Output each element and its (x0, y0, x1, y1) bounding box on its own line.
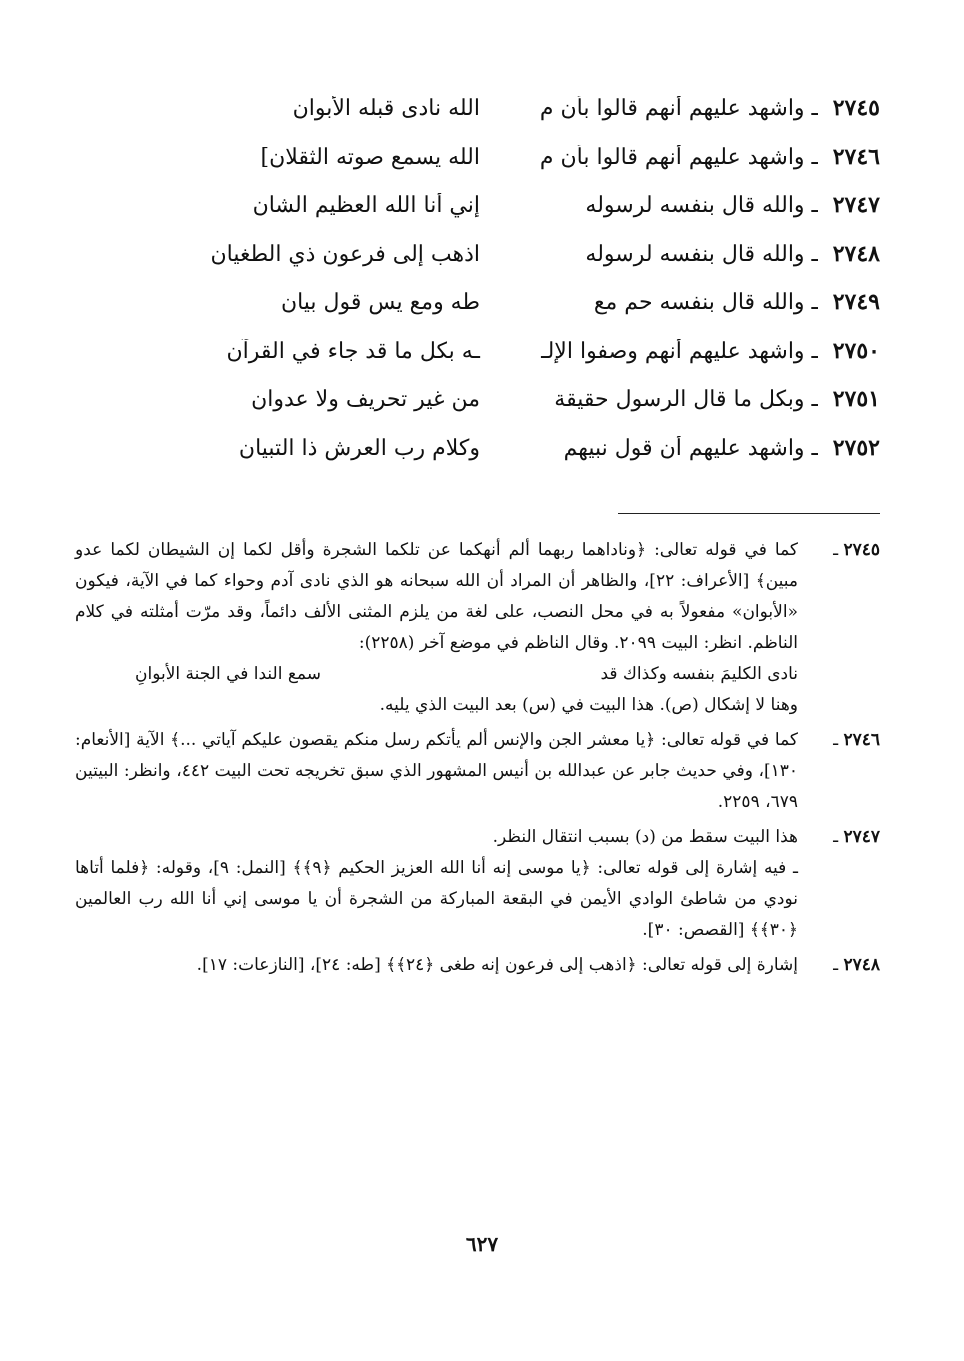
footnote-number: ٢٧٤٦ ـ (833, 725, 880, 756)
footnote (75, 950, 880, 981)
verse-line (75, 95, 880, 144)
footnote-number: ٢٧٤٨ ـ (833, 950, 880, 981)
page-number: ٦٢٧ (465, 1232, 499, 1256)
quoted-verse-second: سمع الندا في الجنة الأبوانِ (135, 664, 321, 684)
verse-first-hemistich: ـ وبكل ما قال الرسول حقيقة (554, 387, 818, 412)
verse-number: ٢٧٤٨ (832, 240, 880, 267)
verse-second-hemistich: اذهب إلى فرعون ذي الطغيان (210, 241, 480, 267)
footnote-text: هذا البيت سقط من (د) بسبب انتقال النظر. (492, 827, 798, 847)
footnote-number: ٢٧٤٥ ـ (833, 535, 880, 566)
verse-second-hemistich: من غير تحريف ولا عدوان (251, 387, 480, 412)
footnotes (75, 535, 880, 985)
quoted-verse (75, 659, 798, 690)
footnote-text: كما في قوله تعالى: ﴿وناداهما ربهما ألم أنهكما عن تلكما الشجرة وأقل لكما إن الشيطان لكما عدو مبين﴾ [الأعراف: ٢٢]، والظاهر أن المراد أن الله سبحانه هو الذي نادى آدم وحواء كما في الآية، فيكون «الأبوان» مفعولاً به في محل النصب، على لغة من يلزم المثنى الألف دائماً، وقد مرّت أمثلته في كلام الناظم. انظر: البيت ٢٠٩٩. وقال الناظم في موضع آخر (٢٢٥٨): (75, 540, 799, 653)
verse-first-hemistich: ـ واشهد عليهم أنهم قالوا بأن م (539, 144, 818, 170)
verse-second-hemistich: ـه بكل ما قد جاء في القرآن (226, 338, 480, 364)
footnote (75, 725, 880, 818)
verse-line (75, 241, 880, 290)
verse-line (75, 435, 880, 484)
verse-number: ٢٧٥٢ (832, 434, 880, 461)
verse-line (75, 386, 880, 435)
verse-second-hemistich: إني أنا الله العظيم الشان (252, 193, 480, 218)
verse-number: ٢٧٥١ (832, 386, 880, 412)
footnote-text: كما في قوله تعالى: ﴿يا معشر الجن والإنس ألم يأتكم رسل منكم يقصون عليكم آياتي ...﴾ الآية [الأنعام: ١٣٠]، وفي حديث جابر عن عبدالله بن أنيس المشهور الذي سبق تخريجه تحت البيت ٤٤٢، وانظر: البيتين ٦٧٩، ٢٢٥٩. (75, 730, 799, 812)
verse-first-hemistich: ـ والله قال بنفسه لرسوله (585, 241, 818, 267)
verse-second-hemistich: الله نادى قبله الأبوان (292, 96, 480, 121)
footnote (75, 822, 880, 946)
footnote (75, 535, 880, 721)
footnote-text-continued: ـ فيه إشارة إلى قوله تعالى: ﴿يا موسى إنه أنا الله العزيز الحكيم ﴿٩﴾﴾ [النمل: ٩]، وقوله: ﴿فلما أتاها نودي من شاطئ الوادي الأيمن في البقعة المباركة من الشجرة أن يا موسى إني أنا الله رب العالمين ﴿٣٠﴾﴾ [القصص: ٣٠]. (75, 858, 798, 940)
verse-line (75, 289, 880, 338)
verse-first-hemistich: ـ واشهد عليهم أنهم وصفوا الإلـ (541, 338, 818, 364)
verse-line (75, 144, 880, 193)
verse-first-hemistich: ـ واشهد عليهم أن قول نبيهم (563, 435, 818, 461)
verse-number: ٢٧٤٩ (832, 289, 880, 315)
verse-first-hemistich: ـ واشهد عليهم أنهم قالوا بأن م (539, 96, 818, 121)
verse-number: ٢٧٤٦ (832, 143, 880, 170)
page-body (75, 95, 880, 975)
verse-first-hemistich: ـ والله قال بنفسه حم مع (593, 290, 818, 315)
footnote-text-continued: وهنا لا إشكال (ص). هذا البيت في (س) بعد البيت الذي يليه. (379, 695, 798, 715)
verse-number: ٢٧٥٠ (832, 337, 880, 364)
verse-list (75, 95, 880, 495)
verse-second-hemistich: الله يسمع صوته الثقلان] (260, 144, 480, 170)
verse-number: ٢٧٤٧ (832, 192, 880, 218)
verse-line (75, 192, 880, 241)
verse-second-hemistich: طه ومع يس قول بيان (280, 290, 480, 315)
footnote-divider (618, 513, 880, 514)
quoted-verse-first: نادى الكليمَ بنفسه وكذاك قد (600, 664, 798, 684)
verse-second-hemistich: وكلام رب العرش ذا التبيان (238, 435, 480, 461)
footnote-number: ٢٧٤٧ ـ (833, 822, 880, 853)
verse-first-hemistich: ـ والله قال بنفسه لرسوله (585, 193, 818, 218)
footnote-text: إشارة إلى قوله تعالى: ﴿اذهب إلى فرعون إنه طغى ﴿٢٤﴾﴾ [طه: ٢٤]، [النازعات: ١٧]. (196, 955, 798, 975)
verse-line (75, 338, 880, 387)
verse-number: ٢٧٤٥ (832, 95, 880, 121)
